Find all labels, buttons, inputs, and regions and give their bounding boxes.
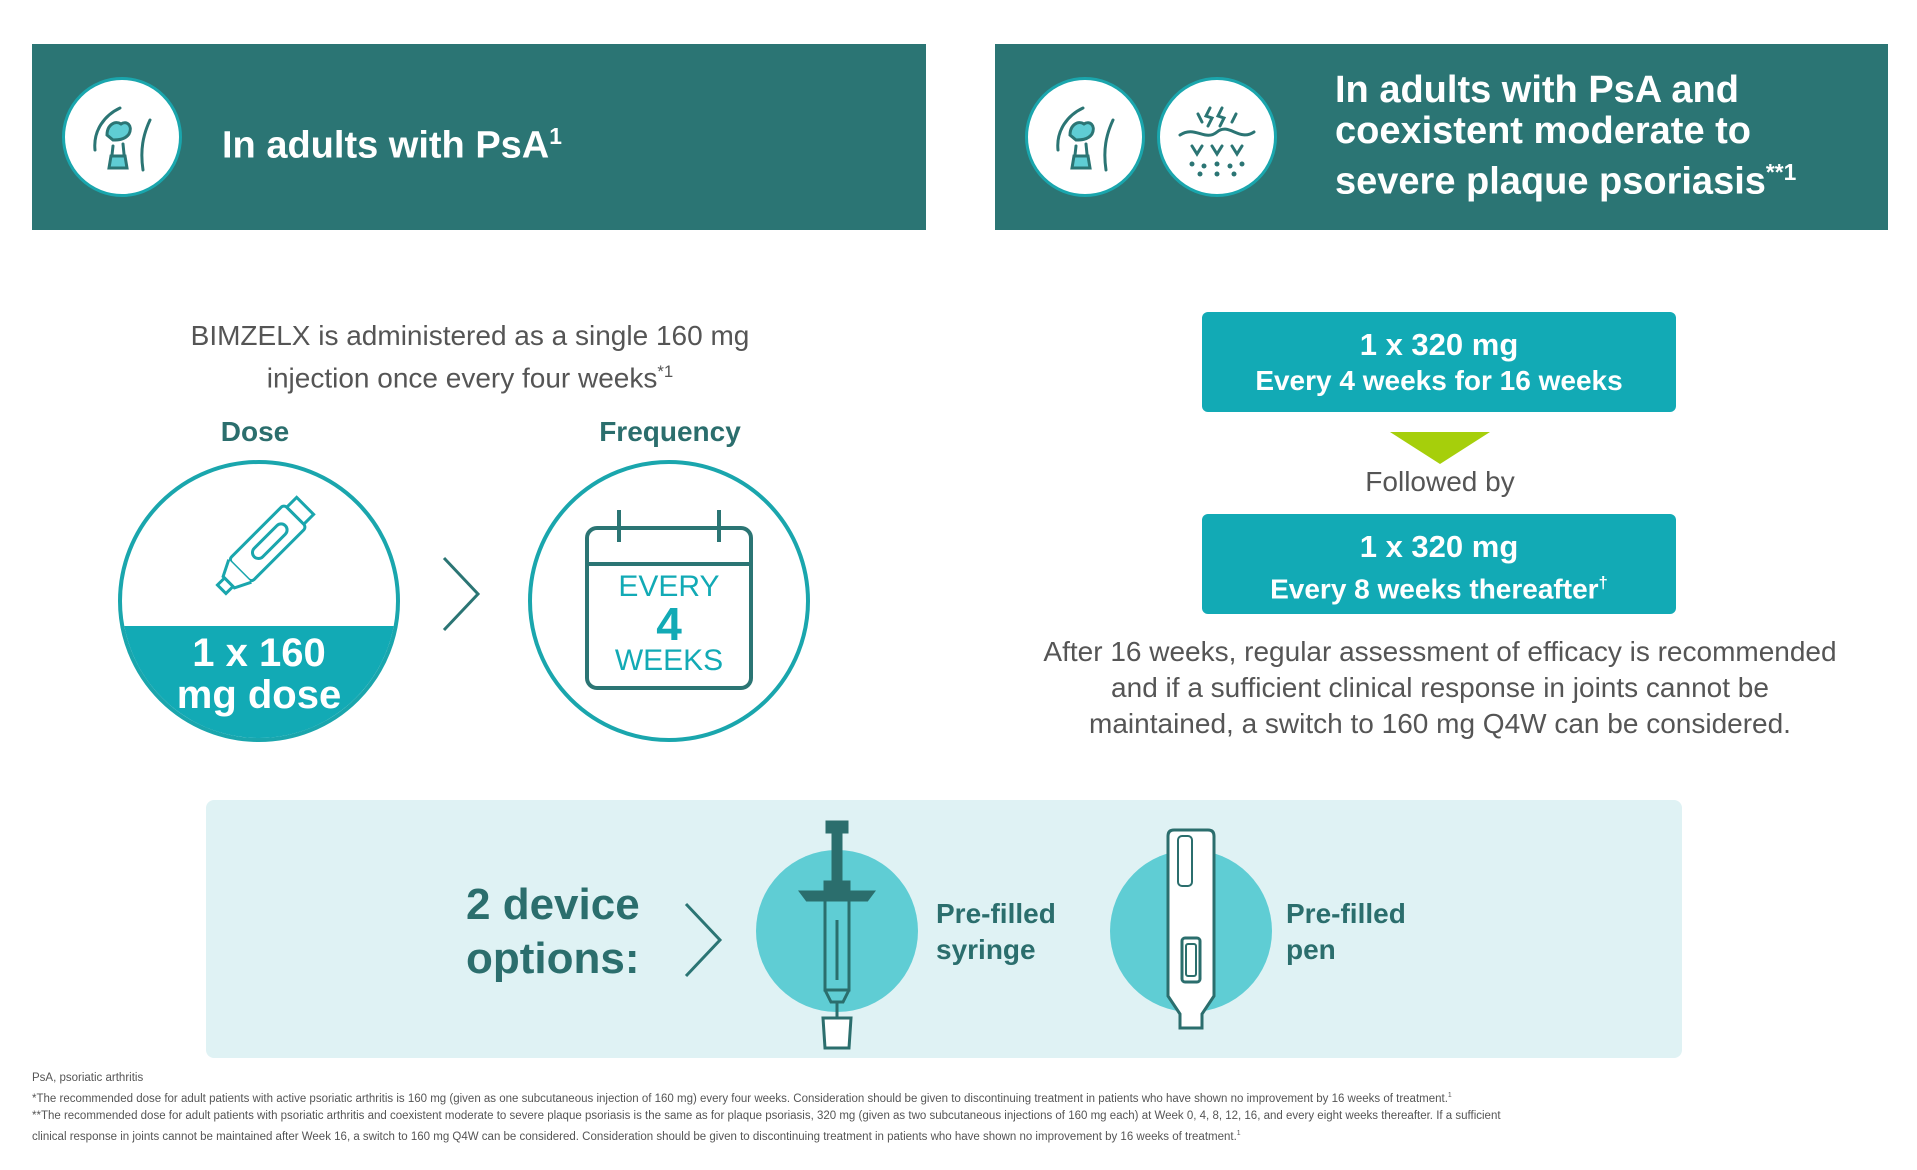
assessment-note: After 16 weeks, regular assessment of efficacy is recommended and if a sufficient clinical response in joints cannot be maintained, a switch to 160 mg Q4W can be considered. (1043, 636, 1837, 739)
followed-by: Followed by (1365, 466, 1515, 497)
calendar-weeks: WEEKS (614, 644, 724, 677)
chevron-right-icon (440, 554, 484, 634)
calendar-every: EVERY (618, 570, 720, 603)
left-header-title: In adults with PsA$^1$ (222, 123, 562, 167)
dosing-intro: BIMZELX is administered as a single 160 mg injection once every four weeks$^{*1}$ (190, 320, 750, 394)
syringe-label: Pre-filled syringe (936, 898, 1056, 965)
maintenance-dose-box: 1 x 320 mg Every 8 weeks thereafter† (1202, 514, 1676, 614)
right-header (995, 44, 1888, 230)
calendar-number: 4 (656, 598, 682, 650)
loading-dose-box: 1 x 320 mg Every 4 weeks for 16 weeks (1202, 312, 1676, 412)
joint-icon (1025, 77, 1145, 197)
device-options-heading-text: 2 device options: (466, 880, 640, 983)
device-options-panel (206, 800, 1682, 1058)
left-header (32, 44, 926, 230)
footnote-1: *The recommended dose for adult patients with active psoriatic arthritis is 160 mg (given as one subcutaneous injection of 160 mg) every four weeks. Consideration should be given to discontinuing treatment in patients who have shown no improvement by 16 weeks of treatment.$^1$ (32, 1092, 1452, 1105)
skin-psoriasis-icon (1157, 77, 1277, 197)
pre-filled-pen-icon (1156, 828, 1226, 1038)
dose-label: Dose (220, 416, 290, 447)
injector-icon (202, 484, 322, 614)
dose-amount: 1 x 160 mg dose (176, 631, 342, 717)
right-header-title: In adults with PsA and coexistent moderate to severe plaque psoriasis$^{**1}$ (1335, 69, 1797, 203)
chevron-right-icon (682, 900, 726, 980)
down-arrow-icon (1390, 432, 1490, 464)
frequency-circle (528, 460, 810, 742)
frequency-label: Frequency (599, 416, 741, 447)
dose-circle (118, 460, 400, 742)
joint-icon (62, 77, 182, 197)
footnote-abbreviation: PsA, psoriatic arthritis (32, 1072, 144, 1084)
footnotes (32, 1070, 1892, 1146)
pre-filled-syringe-icon (787, 820, 887, 1050)
footnote-2-line2: clinical response in joints cannot be maintained after Week 16, a switch to 160 mg Q4W can be considered. Consideration should be given to discontinuing treatment in patients who have shown no improvement by 16 weeks of treatment.$^1$ (32, 1129, 1241, 1143)
pen-label: Pre-filled pen (1286, 898, 1406, 965)
footnote-2-line1: **The recommended dose for adult patients with psoriatic arthritis and coexistent moderate to severe plaque psoriasis is the same as for plaque psoriasis, 320 mg (given as two subcutaneous injections of 160 mg each) at Week 0, 4, 8, 12, 16, and every eight weeks thereafter. If a sufficient (32, 1109, 1501, 1122)
calendar-text (584, 572, 754, 676)
